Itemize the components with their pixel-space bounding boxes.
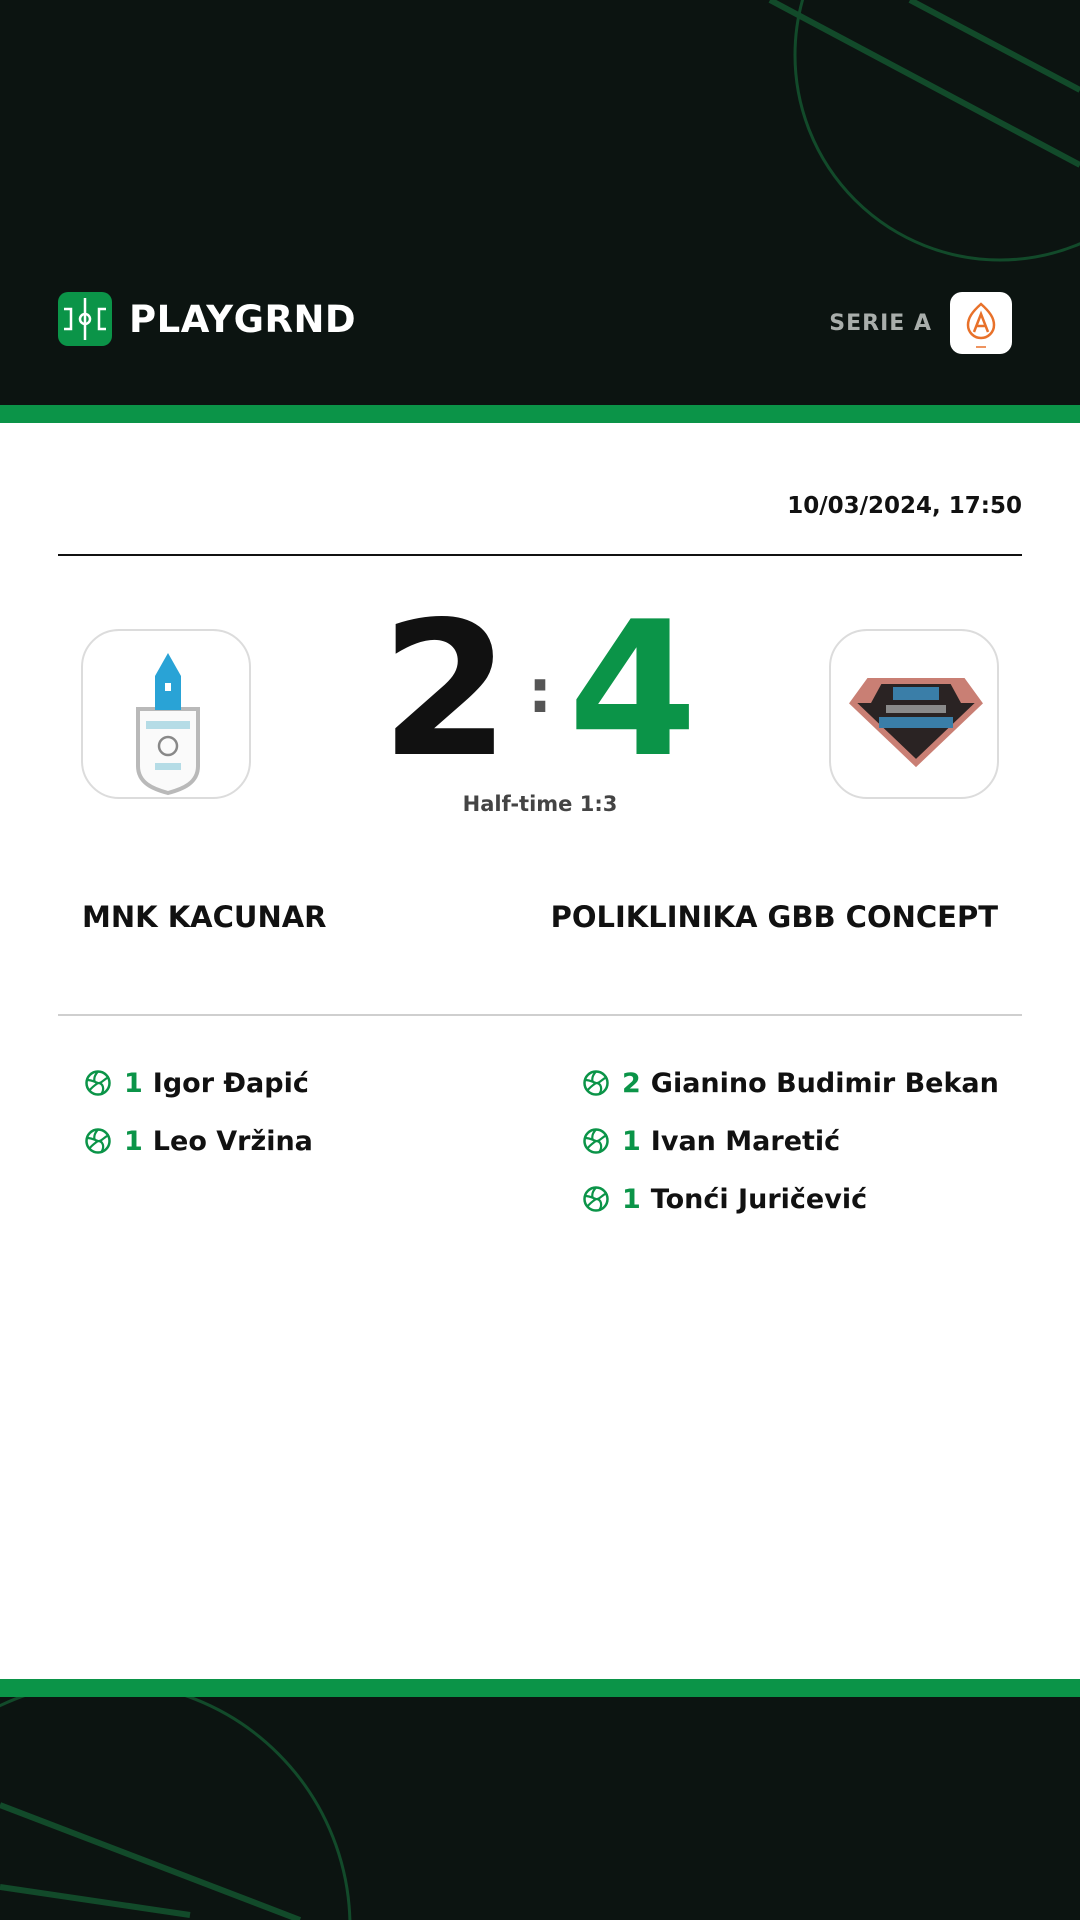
footer — [0, 1697, 1080, 1920]
halftime-score: Half-time 1:3 — [462, 792, 618, 816]
player-name: Ivan Maretić — [650, 1125, 841, 1157]
home-scorers-list — [84, 1068, 313, 1184]
pitch-icon — [58, 292, 112, 346]
pitch-lines-decoration — [0, 1697, 1080, 1920]
league-name: SERIE A — [829, 310, 932, 336]
player-name: Leo Vržina — [152, 1125, 313, 1157]
footer-accent-bar — [0, 1679, 1080, 1697]
league-logo-icon — [950, 292, 1012, 354]
scorer-item — [84, 1126, 313, 1156]
league — [829, 292, 1012, 354]
football-icon — [84, 1069, 112, 1097]
player-name: Gianino Budimir Bekan — [650, 1067, 999, 1099]
brand — [58, 292, 356, 346]
player-name: Igor Đapić — [152, 1067, 309, 1099]
goal-count: 1 — [622, 1183, 641, 1215]
divider — [58, 1014, 1022, 1016]
player-name: Tonći Juričević — [650, 1183, 868, 1215]
football-icon — [582, 1127, 610, 1155]
home-team-crest — [81, 629, 251, 799]
header — [0, 0, 1080, 405]
away-team-name: POLIKLINIKA GBB CONCEPT — [550, 900, 998, 934]
scorer-item — [582, 1068, 999, 1098]
divider — [58, 554, 1022, 556]
goal-count: 2 — [622, 1067, 641, 1099]
score-separator: : — [528, 657, 552, 727]
scorer-item — [582, 1126, 999, 1156]
scorer-item — [84, 1068, 313, 1098]
goal-count: 1 — [622, 1125, 641, 1157]
home-team-name: MNK KACUNAR — [82, 900, 327, 934]
goal-count: 1 — [124, 1125, 143, 1157]
scoreboard — [340, 581, 740, 798]
football-icon — [582, 1069, 610, 1097]
home-score: 2 — [380, 581, 510, 798]
away-team-crest — [829, 629, 999, 799]
brand-name: PLAYGRND — [129, 297, 357, 341]
scorer-item — [582, 1184, 999, 1214]
away-scorers-list — [582, 1068, 999, 1242]
match-datetime: 10/03/2024, 17:50 — [787, 493, 1022, 519]
header-accent-bar — [0, 405, 1080, 423]
away-score: 4 — [568, 581, 698, 798]
football-icon — [582, 1185, 610, 1213]
goal-count: 1 — [124, 1067, 143, 1099]
football-icon — [84, 1127, 112, 1155]
